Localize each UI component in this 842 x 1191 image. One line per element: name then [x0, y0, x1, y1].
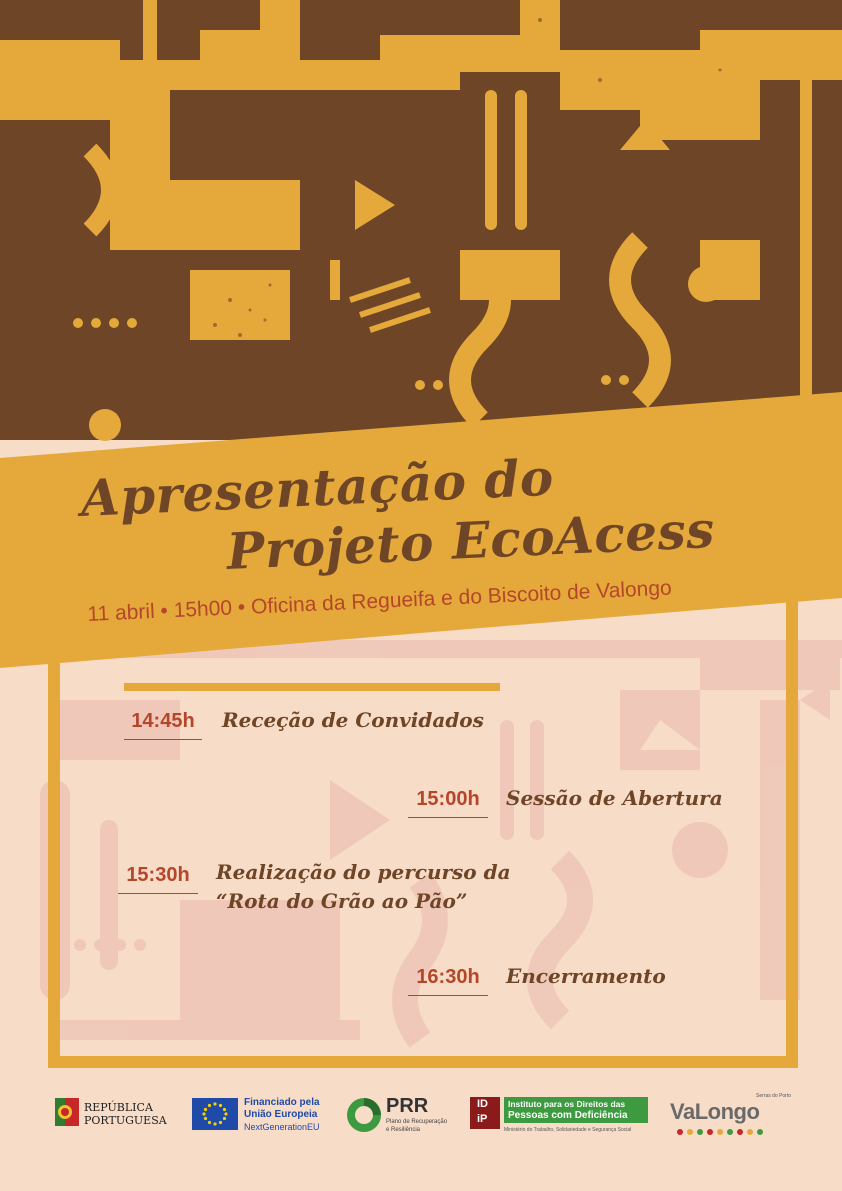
program-time-1: 14:45h: [124, 710, 202, 740]
valongo-dots-icon: [676, 1128, 768, 1136]
program-activity-2: Sessão de Abertura: [506, 786, 723, 810]
eu-line-1: Financiado pela: [244, 1097, 320, 1108]
republica-line-2: PORTUGUESA: [84, 1114, 167, 1127]
program-activity-3-line-1: Realização do percurso da: [216, 860, 511, 884]
valongo-sub: Serras do Porto: [756, 1093, 792, 1099]
prr-name: PRR: [386, 1095, 429, 1117]
prr-sub-2: e Resiliência: [386, 1127, 421, 1133]
republica-line-1: REPÚBLICA: [84, 1101, 153, 1114]
inr-badge: [470, 1097, 500, 1129]
inr-line-1: Instituto para os Direitos das: [508, 1099, 626, 1109]
inr-line-2: Pessoas com Deficiência: [508, 1110, 628, 1121]
valongo-name: VaLongo: [670, 1099, 760, 1124]
prr-circle-icon: [346, 1097, 382, 1133]
inr-badge-line-2: iP: [477, 1113, 488, 1125]
title-line-2: Projeto EcoAcess: [225, 499, 716, 581]
program-activity-1: Receção de Convidados: [222, 708, 484, 732]
program-time-4: 16:30h: [408, 966, 488, 996]
portugal-emblem-icon: [55, 1098, 79, 1126]
program-top-rule: [124, 683, 500, 691]
program-activity-4: Encerramento: [506, 964, 666, 988]
prr-sub-1: Plano de Recuperação: [386, 1119, 448, 1125]
eu-line-2: União Europeia: [244, 1109, 318, 1120]
eu-flag-icon: [192, 1098, 238, 1130]
program-activity-3-line-2: “Rota do Grão ao Pão”: [216, 889, 468, 913]
inr-badge-line-1: ID: [477, 1098, 488, 1110]
inr-line-3: Ministério do Trabalho, Solidariedade e Segurança Social: [504, 1127, 632, 1133]
program-time-3: 15:30h: [118, 864, 198, 894]
event-info: 11 abril • 15h00 • Oficina da Regueifa e do Biscoito de Valongo: [86, 576, 673, 627]
eu-line-3: NextGenerationEU: [244, 1122, 320, 1132]
program-time-2: 15:00h: [408, 788, 488, 818]
title-line-1: Apresentação do: [79, 447, 555, 528]
program-frame: [48, 640, 60, 1068]
